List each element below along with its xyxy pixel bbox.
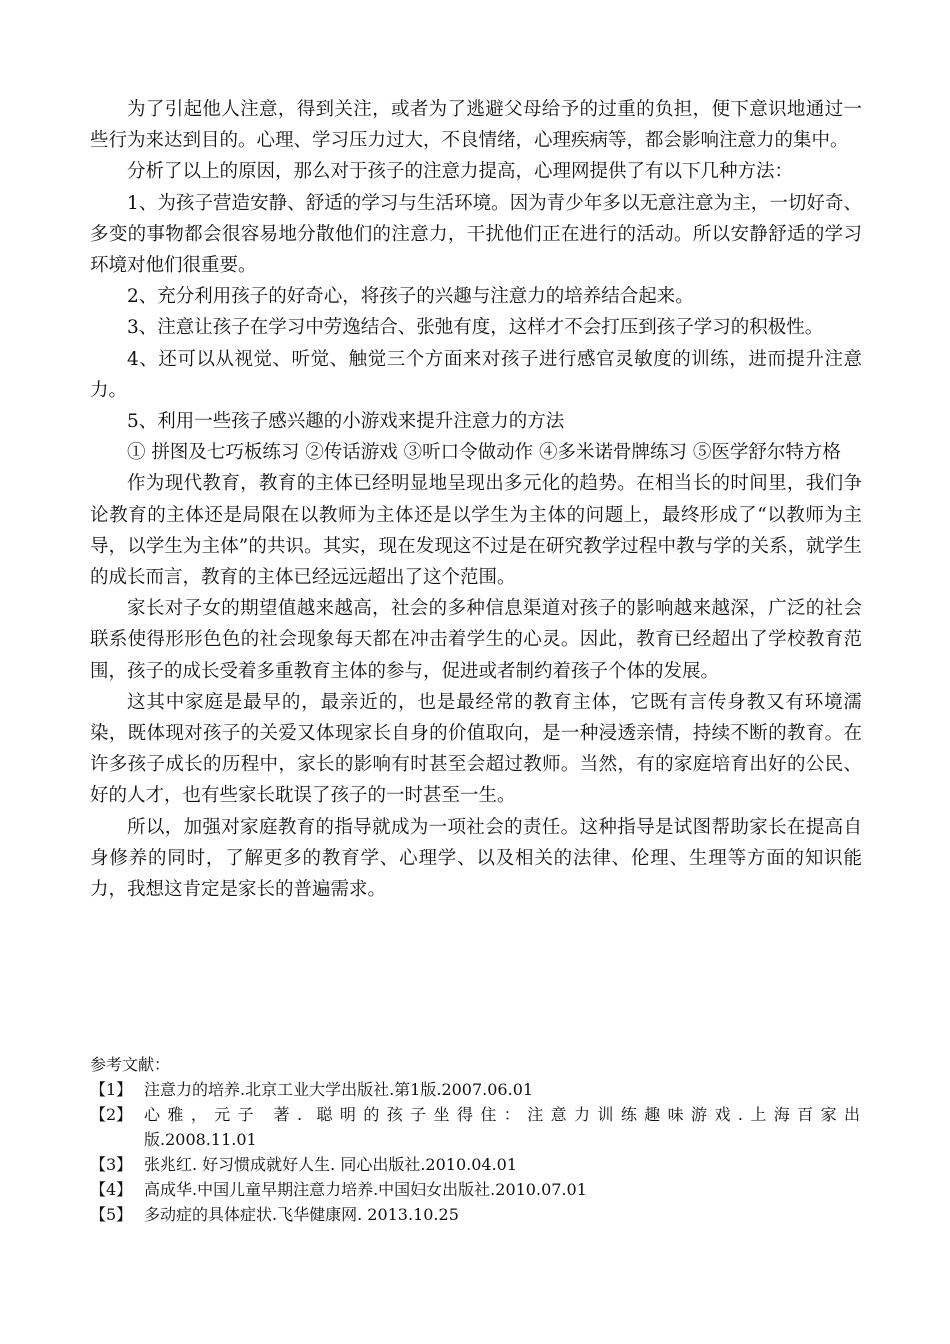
reference-text: 心雅，元子 著. 聪明的孩子坐得住：注意力训练趣味游戏.上海百家出 — [144, 1105, 862, 1124]
reference-text: 高成华.中国儿童早期注意力培养.中国妇女出版社.2010.07.01 — [144, 1180, 587, 1199]
paragraph: 为了引起他人注意，得到关注，或者为了逃避父母给予的过重的负担，便下意识地通过一些行为来达到目的。心理、学习压力过大，不良情绪，心理疾病等，都会影响注意力的集中。 — [90, 99, 862, 152]
reference-number: 【2】 — [90, 1105, 133, 1124]
reference-number: 【3】 — [90, 1155, 133, 1174]
paragraph: 所以，加强对家庭教育的指导就成为一项社会的责任。这种指导是试图帮助家长在提高自身修养的同时，了解更多的教育学、心理学、以及相关的法律、伦理、生理等方面的知识能力，我想这肯定是家长的普遍需求。 — [90, 816, 862, 901]
reference-item — [90, 1152, 862, 1177]
reference-text: 注意力的培养.北京工业大学出版社.第1版.2007.06.01 — [144, 1080, 534, 1099]
paragraph: 作为现代教育，教育的主体已经明显地呈现出多元化的趋势。在相当长的时间里，我们争论教育的主体还是局限在以教师为主体还是以学生为主体的问题上，最终形成了“以教师为主导，以学生为主体”的共识。其实，现在发现这不过是在研究教学过程中教与学的关系，就学生的成长而言，教育的主体已经远远超出了这个范围。 — [90, 473, 862, 589]
reference-item — [90, 1202, 862, 1227]
reference-item — [90, 1077, 862, 1102]
reference-item — [90, 1102, 862, 1152]
paragraph: 4、还可以从视觉、听觉、触觉三个方面来对孩子进行感官灵敏度的训练，进而提升注意力。 — [90, 348, 862, 401]
paragraph: 5、利用一些孩子感兴趣的小游戏来提升注意力的方法 — [127, 411, 565, 433]
reference-text: 张兆红. 好习惯成就好人生. 同心出版社.2010.04.01 — [144, 1155, 518, 1174]
references-section — [90, 1052, 862, 1227]
paragraph: ① 拼图及七巧板练习 ②传话游戏 ③听口令做动作 ④多米诺骨牌练习 ⑤医学舒尔特方格 — [127, 442, 841, 464]
paragraph: 分析了以上的原因，那么对于孩子的注意力提高，心理网提供了有以下几种方法： — [127, 161, 794, 183]
paragraph: 2、充分利用孩子的好奇心，将孩子的兴趣与注意力的培养结合起来。 — [127, 286, 694, 308]
reference-item — [90, 1177, 862, 1202]
reference-text-continued: 版.2008.11.01 — [144, 1130, 257, 1149]
reference-text: 多动症的具体症状.飞华健康网. 2013.10.25 — [144, 1205, 459, 1224]
reference-number: 【4】 — [90, 1180, 133, 1199]
reference-number: 【5】 — [90, 1205, 133, 1224]
paragraph: 家长对子女的期望值越来越高，社会的多种信息渠道对孩子的影响越来越深，广泛的社会联系使得形形色色的社会现象每天都在冲击着学生的心灵。因此，教育已经超出了学校教育范围，孩子的成长受着多重教育主体的参与，促进或者制约着孩子个体的发展。 — [90, 598, 862, 682]
paragraph: 这其中家庭是最早的，最亲近的，也是最经常的教育主体，它既有言传身教又有环境濡染，既体现对孩子的关爱又体现家长自身的价值取向，是一种浸透亲情，持续不断的教育。在许多孩子成长的历程中，家长的影响有时甚至会超过教师。当然，有的家庭培育出好的公民、好的人才，也有些家长耽误了孩子的一时甚至一生。 — [90, 691, 862, 807]
paragraph: 3、注意让孩子在学习中劳逸结合、张弛有度，这样才不会打压到孩子学习的积极性。 — [127, 317, 824, 339]
reference-number: 【1】 — [90, 1080, 133, 1099]
references-title: 参考文献： — [90, 1055, 171, 1074]
paragraph: 1、为孩子营造安静、舒适的学习与生活环境。因为青少年多以无意注意为主，一切好奇、多变的事物都会很容易地分散他们的注意力，干扰他们正在进行的活动。所以安静舒适的学习环境对他们很重要。 — [90, 192, 862, 277]
body-text — [90, 94, 862, 905]
